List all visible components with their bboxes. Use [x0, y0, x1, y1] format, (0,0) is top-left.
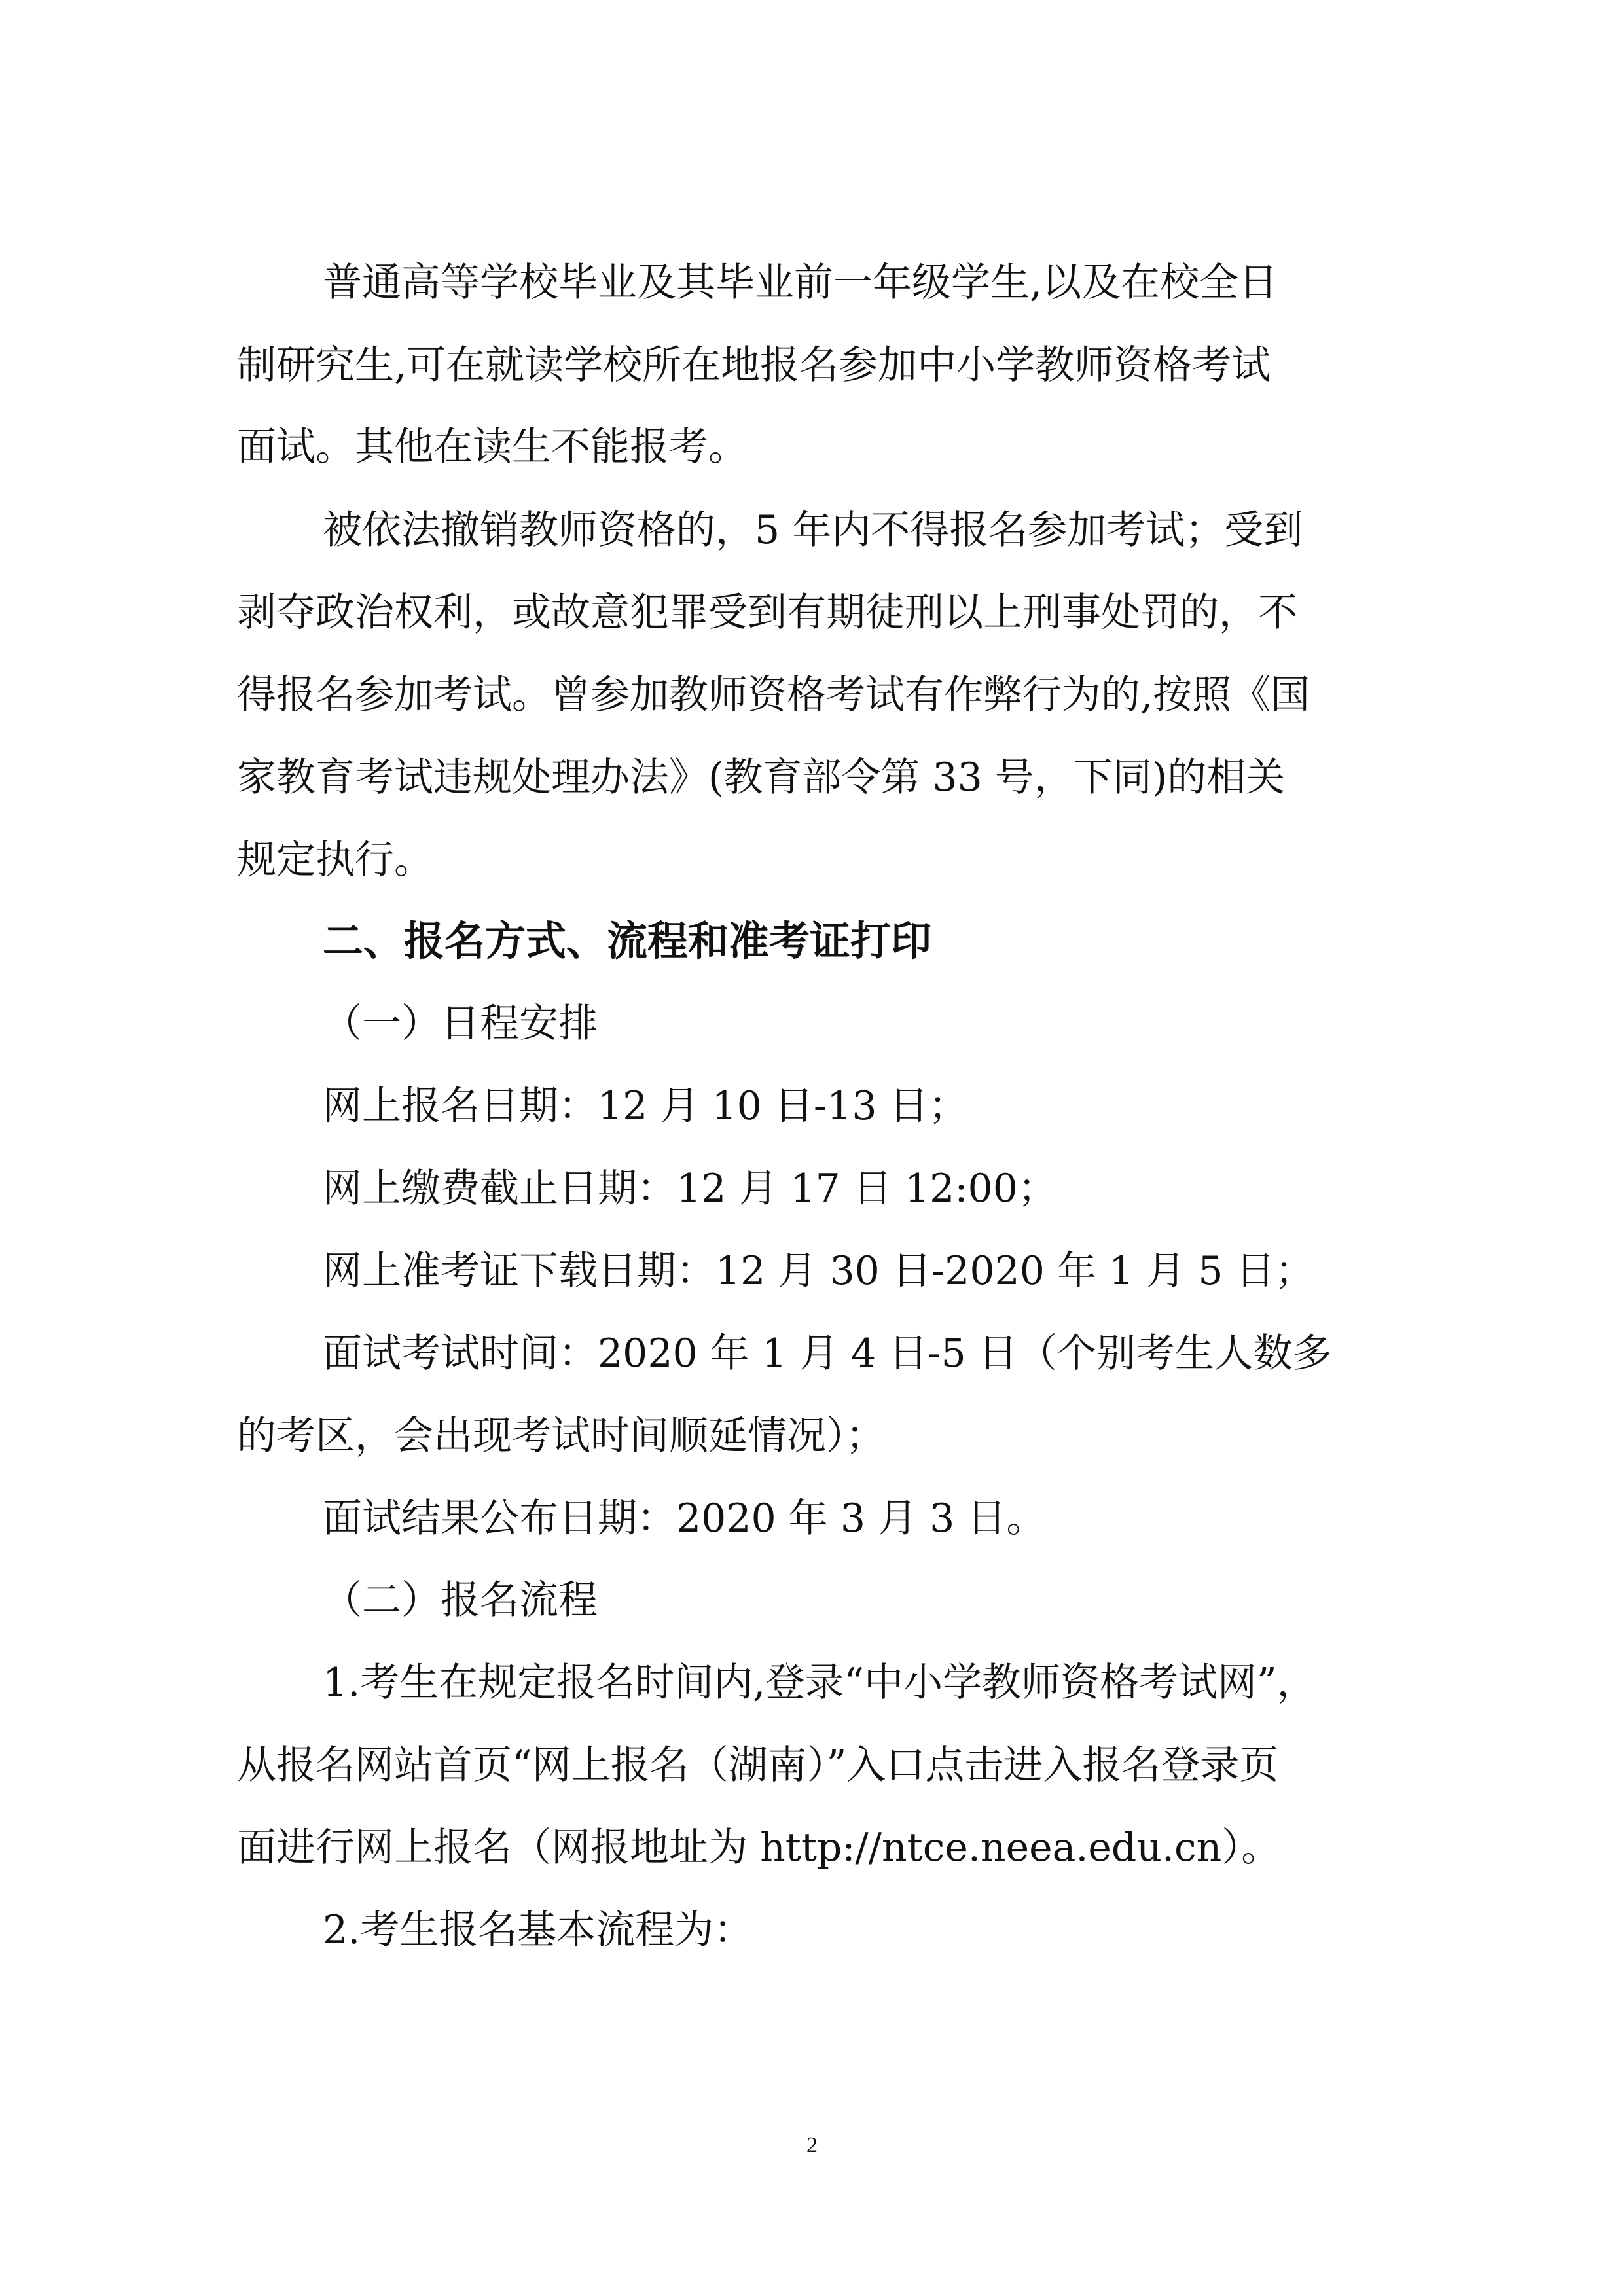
schedule-line: 网上报名日期：12 月 10 日-13 日；: [323, 1083, 968, 1129]
paragraph-line: 面进行网上报名（网报地址为 http://ntce.neea.edu.cn）。: [237, 1825, 1281, 1871]
paragraph-line: 被依法撤销教师资格的，5 年内不得报名参加考试；受到: [323, 507, 1303, 553]
paragraph-line: 剥夺政治权利，或故意犯罪受到有期徒刑以上刑事处罚的，不: [237, 590, 1297, 636]
subsection-heading: （一）日程安排: [323, 1001, 598, 1047]
schedule-line: 面试考试时间：2020 年 1 月 4 日-5 日（个别考生人数多: [323, 1331, 1332, 1376]
schedule-line: 网上缴费截止日期：12 月 17 日 12:00；: [323, 1166, 1057, 1211]
paragraph-line: 规定执行。: [237, 837, 433, 883]
schedule-line: 面试结果公布日期：2020 年 3 月 3 日。: [323, 1496, 1046, 1541]
paragraph-line: 家教育考试违规处理办法》(教育部令第 33 号，下同)的相关: [237, 755, 1286, 800]
paragraph-line: 得报名参加考试。曾参加教师资格考试有作弊行为的,按照《国: [237, 672, 1310, 718]
paragraph-line: 面试。其他在读生不能报考。: [237, 424, 748, 470]
schedule-line: 的考区，会出现考试时间顺延情况）；: [237, 1413, 885, 1459]
paragraph-line: 1.考生在规定报名时间内,登录“中小学教师资格考试网”，: [323, 1660, 1316, 1706]
paragraph-line: 制研究生,可在就读学校所在地报名参加中小学教师资格考试: [237, 342, 1271, 388]
paragraph-line: 普通高等学校毕业及其毕业前一年级学生,以及在校全日: [323, 260, 1278, 306]
schedule-line: 网上准考证下载日期：12 月 30 日-2020 年 1 月 5 日；: [323, 1248, 1314, 1294]
subsection-heading: （二）报名流程: [323, 1577, 598, 1623]
section-heading: 二、报名方式、流程和准考证打印: [323, 917, 932, 965]
paragraph-line: 2.考生报名基本流程为：: [323, 1907, 753, 1953]
paragraph-line: 从报名网站首页“网上报名（湖南）”入口点击进入报名登录页: [237, 1742, 1279, 1788]
page-number: 2: [806, 2133, 818, 2157]
